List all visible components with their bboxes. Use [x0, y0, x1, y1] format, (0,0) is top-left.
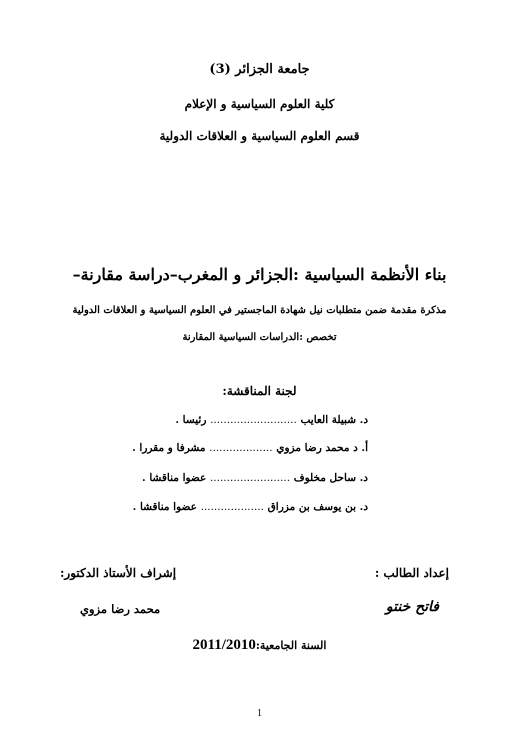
- member-dots: ..........................: [210, 414, 297, 426]
- member-name: د. بن يوسف بن مزراق: [267, 501, 368, 513]
- academic-year: [0, 634, 519, 654]
- university-name: جامعة الجزائر (3): [209, 62, 310, 77]
- member-name: د. شبيلة العايب: [300, 414, 368, 426]
- committee-member: [132, 442, 368, 454]
- thesis-title: بناء الأنظمة السياسية :الجزائر و المغرب–دراسة مقارنة–: [72, 265, 447, 284]
- member-name: د. ساحل مخلوف: [293, 472, 368, 484]
- committee-member: [133, 501, 368, 513]
- member-name: أ. د محمد رضا مزوي: [276, 442, 368, 454]
- member-dots: ...................: [209, 442, 273, 454]
- member-role: عضوا مناقشا .: [142, 472, 207, 484]
- page-number: 1: [257, 708, 262, 719]
- member-role: مشرفا و مقررا .: [132, 442, 206, 454]
- thesis-specialization: تخصص :الدراسات السياسية المقارنة: [182, 332, 337, 343]
- member-dots: ........................: [209, 472, 291, 484]
- academic-year-value: 2011/2010: [192, 637, 256, 653]
- student-name: فاتح خنتو: [385, 599, 439, 615]
- committee-member: [175, 414, 368, 426]
- member-role: عضوا مناقشا .: [132, 501, 197, 513]
- supervisor-name: محمد رضا مزوي: [80, 602, 161, 616]
- committee-member: [142, 472, 368, 484]
- member-role: رئيسا .: [175, 414, 207, 426]
- committee-title: لجنة المناقشة:: [222, 384, 297, 398]
- member-dots: ...................: [200, 501, 264, 513]
- thesis-subtitle: مذكرة مقدمة ضمن متطلبات نيل شهادة الماجستير في العلوم السياسية و العلاقات الدولية: [72, 305, 447, 316]
- faculty-name: كلية العلوم السياسية و الإعلام: [184, 97, 335, 111]
- supervisor-label: إشراف الأستاذ الدكتور:: [60, 566, 177, 580]
- student-label: إعداد الطالب :: [374, 566, 449, 580]
- department-name: قسم العلوم السياسية و العلاقات الدولية: [159, 129, 360, 143]
- academic-year-label: السنة الجامعية:: [255, 639, 327, 652]
